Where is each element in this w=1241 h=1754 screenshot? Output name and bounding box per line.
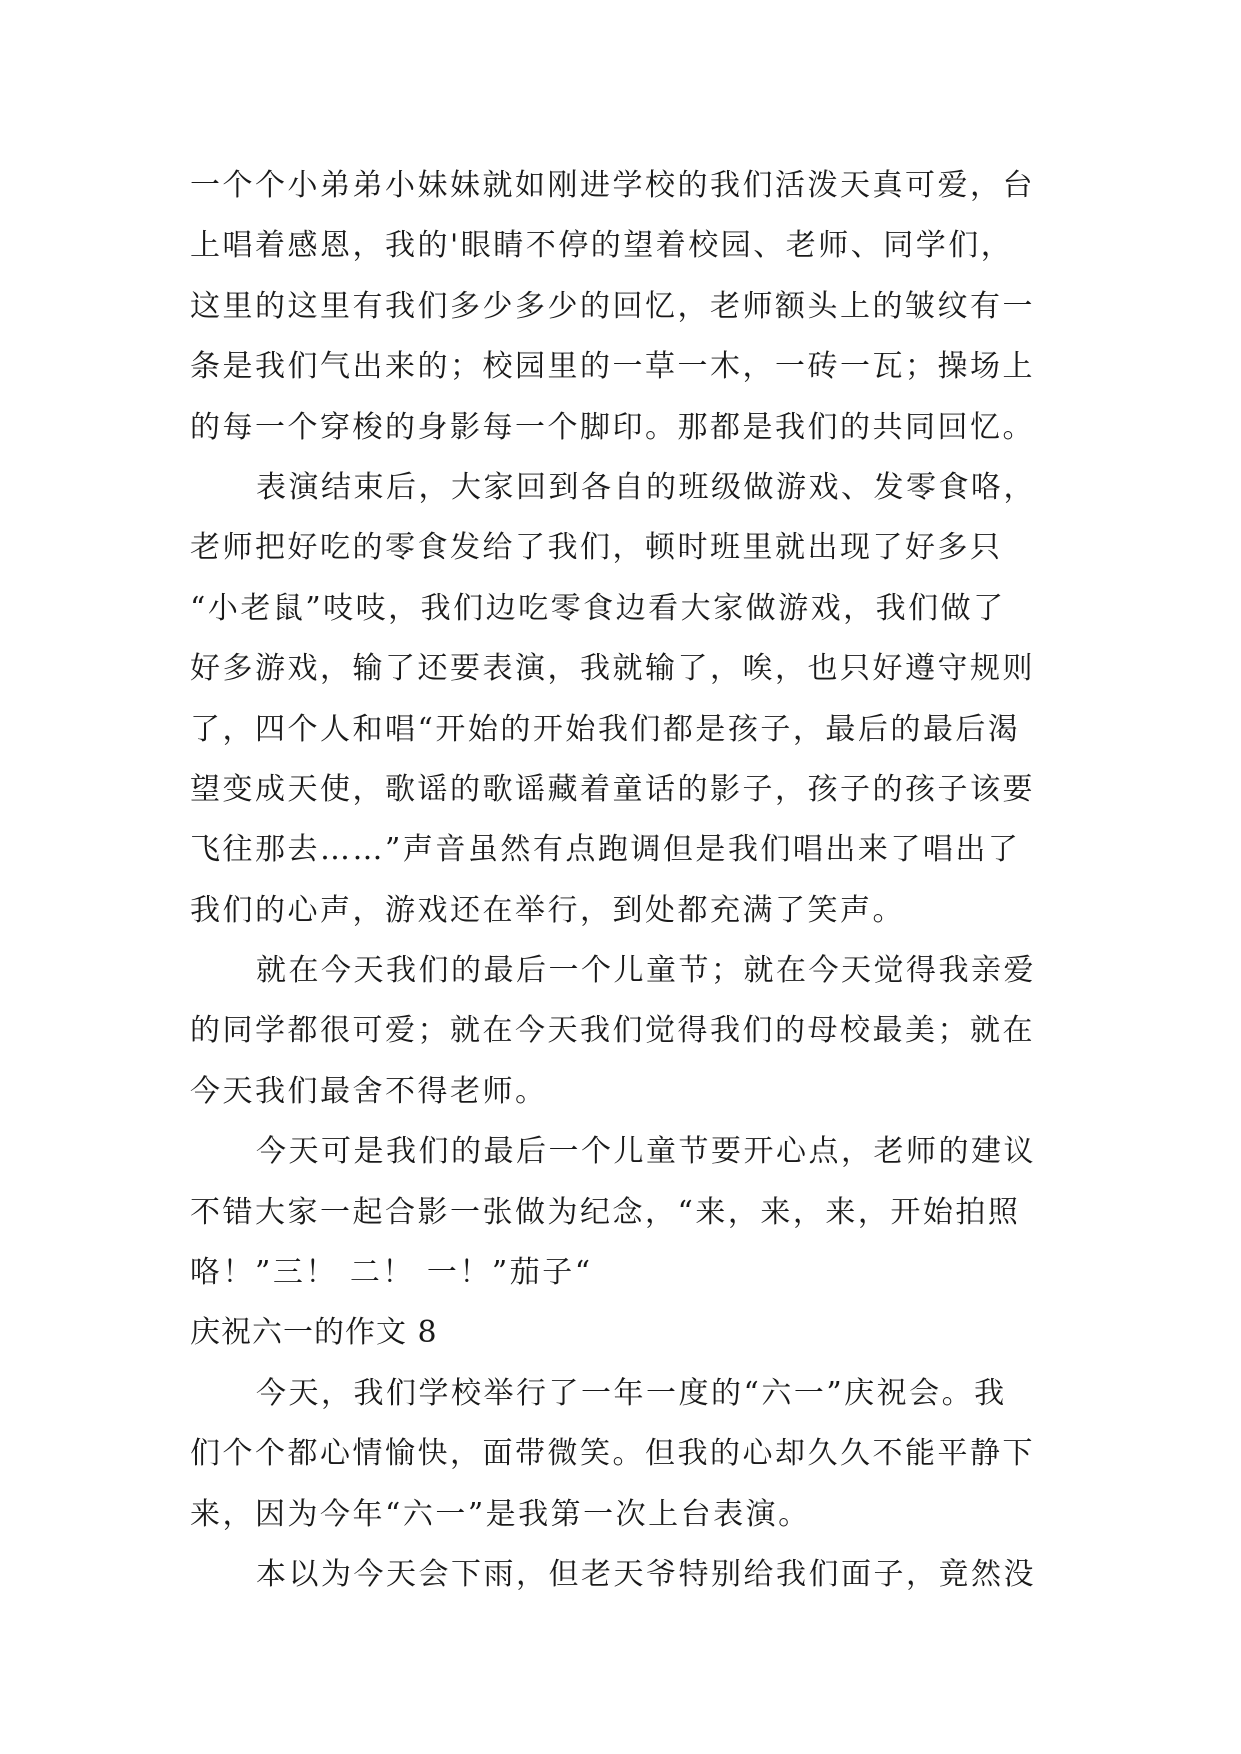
essay-text — [190, 156, 1060, 1605]
text-line: 飞往那去……”声音虽然有点跑调但是我们唱出来了唱出了 — [190, 832, 1021, 868]
essay-heading: 庆祝六一的作文 8 — [190, 1315, 438, 1351]
text-line: 不错大家一起合影一张做为纪念，“来，来，来，开始拍照 — [190, 1194, 1021, 1230]
paragraph-first-line: 本以为今天会下雨，但老天爷特别给我们面子，竟然没 — [256, 1556, 1036, 1592]
text-line: 好多游戏，输了还要表演，我就输了，唉，也只好遵守规则 — [190, 651, 1035, 687]
text-line: 今天我们最舍不得老师。 — [190, 1073, 548, 1109]
text-line: 老师把好吃的零食发给了我们，顿时班里就出现了好多只 — [190, 530, 1003, 566]
paragraph-first-line: 今天，我们学校举行了一年一度的“六一”庆祝会。我 — [256, 1375, 1007, 1411]
text-line: 的同学都很可爱；就在今天我们觉得我们的母校最美；就在 — [190, 1013, 1035, 1049]
paragraph-first-line: 就在今天我们的最后一个儿童节；就在今天觉得我亲爱 — [256, 953, 1036, 989]
text-line: 们个个都心情愉快，面带微笑。但我的心却久久不能平静下 — [190, 1436, 1035, 1472]
paragraph-first-line: 表演结束后，大家回到各自的班级做游戏、发零食咯， — [256, 469, 1036, 505]
paragraph-first-line: 今天可是我们的最后一个儿童节要开心点，老师的建议 — [256, 1134, 1036, 1170]
text-line: 条是我们气出来的；校园里的一草一木，一砖一瓦；操场上 — [190, 349, 1035, 385]
text-line: 上唱着感恩，我的'眼睛不停的望着校园、老师、同学们， — [190, 228, 1014, 264]
text-line: 来，因为今年“六一”是我第一次上台表演。 — [190, 1496, 811, 1532]
text-line: 一个个小弟弟小妹妹就如刚进学校的我们活泼天真可爱，台 — [190, 168, 1035, 203]
text-line: 了，四个人和唱“开始的开始我们都是孩子，最后的最后渴 — [190, 711, 1021, 747]
text-line: 这里的这里有我们多少多少的回忆，老师额头上的皱纹有一 — [190, 288, 1035, 324]
text-line: 望变成天使，歌谣的歌谣藏着童话的影子，孩子的孩子该要 — [190, 771, 1035, 807]
text-line: “小老鼠”吱吱，我们边吃零食边看大家做游戏，我们做了 — [190, 590, 1006, 626]
text-line: 我们的心声，游戏还在举行，到处都充满了笑声。 — [190, 892, 905, 928]
text-line: 的每一个穿梭的身影每一个脚印。那都是我们的共同回忆。 — [190, 409, 1035, 445]
text-line: 咯！”三！ 二！ 一！”茄子“ — [190, 1255, 593, 1291]
